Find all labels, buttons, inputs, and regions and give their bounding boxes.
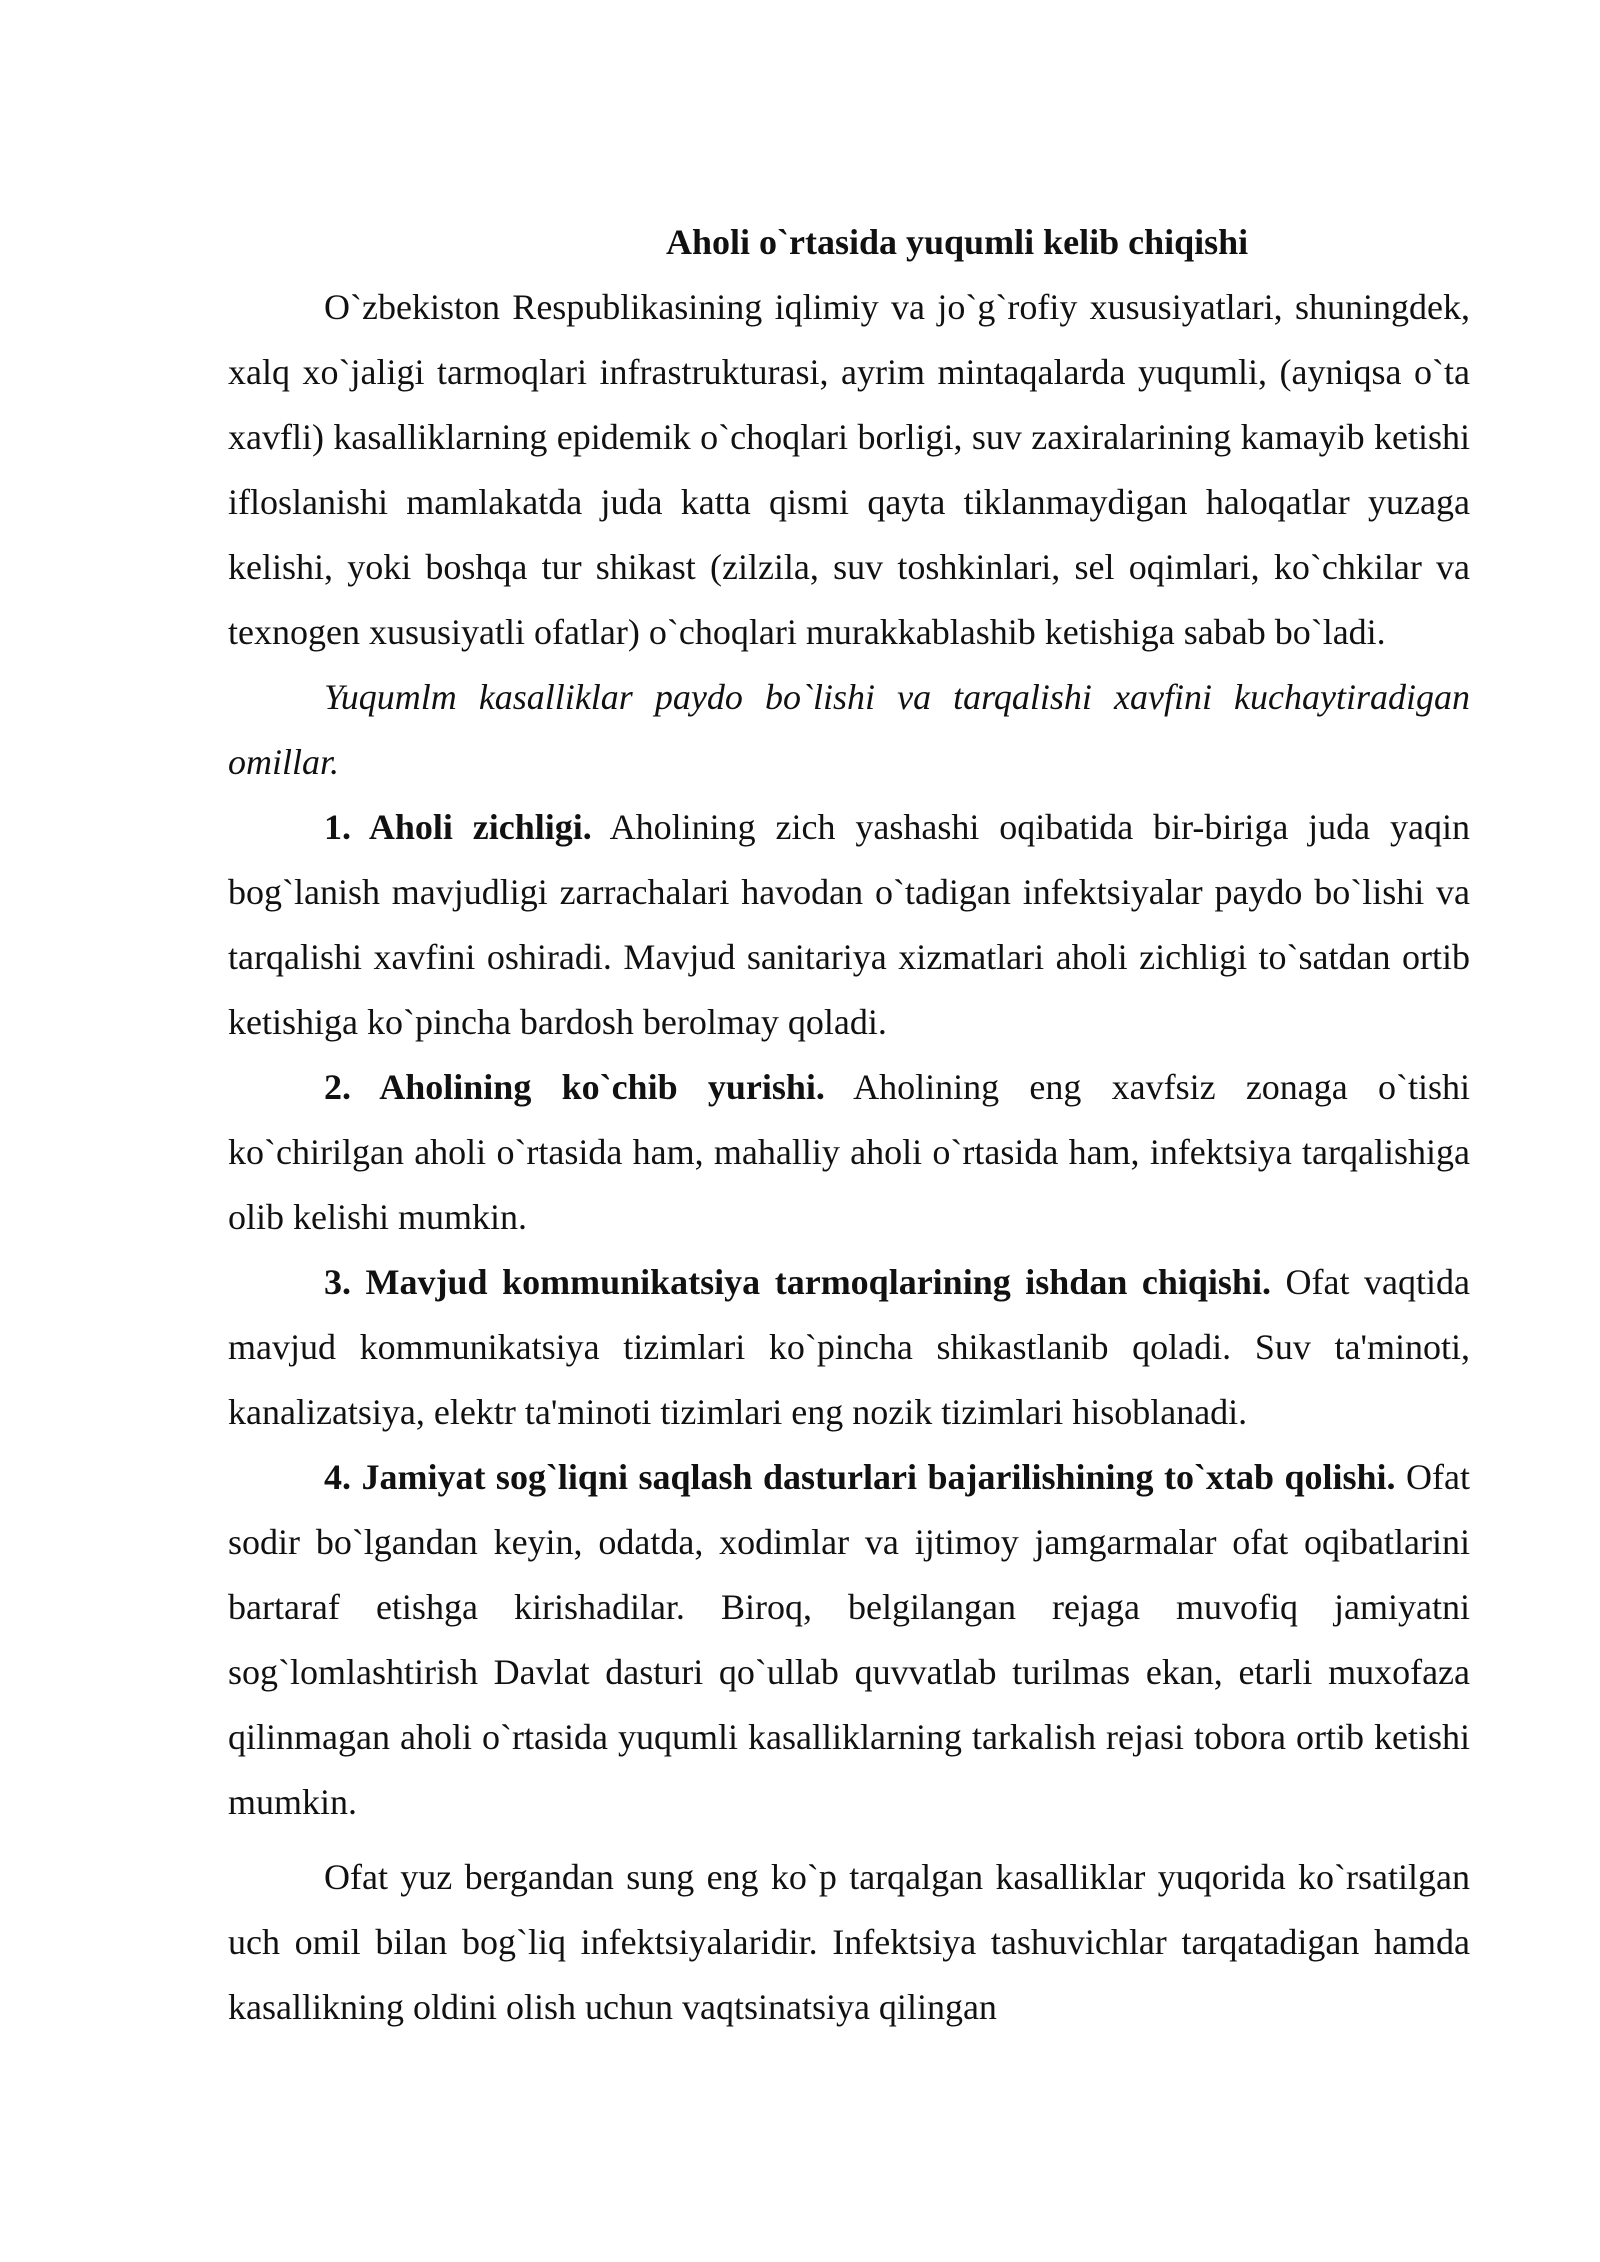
factor-paragraph-3 [228, 1250, 1470, 1445]
factor-paragraph-4 [228, 1445, 1470, 1835]
document-title: Aholi o`rtasida yuqumli kelib chiqishi [666, 222, 1249, 262]
factor-heading-3: 3. Mavjud kommunikatsiya tarmoqlarining ishdan chiqishi. [324, 1262, 1271, 1302]
factor-heading-2: 2. Aholining ko`chib yurishi. [324, 1067, 825, 1107]
factor-text-4: Ofat sodir bo`lgandan keyin, odatda, xodimlar va ijtimoy jamgarmalar ofat oqibatlarini bartaraf etishga kirishadilar. Biroq, belgilangan rejaga muvofiq jamiyatni sog`lomlashtirish Davlat dasturi qo`ullab quvvatlab turilmas ekan, etarli muxofaza qilinmagan aholi o`rtasida yuqumli kasalliklarning tarkalish rejasi tobora ortib ketishi mumkin. [228, 1457, 1470, 1822]
document-body [228, 210, 1470, 2040]
factor-text-3: Ofat vaqtida mavjud kommunikatsiya tizimlari ko`pincha shikastlanib qoladi. Suv ta'minoti, kanalizatsiya, elektr ta'minoti tizimlari eng nozik tizimlari hisoblanadi. [228, 1262, 1470, 1432]
closing-paragraph: Ofat yuz bergandan sung eng ko`p tarqalgan kasalliklar yuqorida ko`rsatilgan uch omil bilan bog`liq infektsiyalaridir. Infektsiya tashuvichlar tarqatadigan hamda kasallikning oldini olish uchun vaqtsinatsiya qilingan [228, 1857, 1470, 2027]
factors-heading: Yuqumlm kasalliklar paydo bo`lishi va tarqalishi xavfini kuchaytiradigan omillar. [228, 677, 1470, 782]
factor-text-2: Aholining eng xavfsiz zonaga o`tishi ko`chirilgan aholi o`rtasida ham, mahalliy aholi o`rtasida ham, infektsiya tarqalishiga olib kelishi mumkin. [228, 1067, 1470, 1237]
factor-heading-4: 4. Jamiyat sog`liqni saqlash dasturlari bajarilishining to`xtab qolishi. [324, 1457, 1396, 1497]
intro-paragraph: O`zbekiston Respublikasining iqlimiy va jo`g`rofiy xususiyatlari, shuningdek, xalq xo`jaligi tarmoqlari infrastrukturasi, ayrim mintaqalarda yuqumli, (ayniqsa o`ta xavfli) kasalliklarning epidemik o`choqlari borligi, suv zaxiralarining kamayib ketishi ifloslanishi mamlakatda juda katta qismi qayta tiklanmaydigan haloqatlar yuzaga kelishi, yoki boshqa tur shikast (zilzila, suv toshkinlari, sel oqimlari, ko`chkilar va texnogen xususiyatli ofatlar) o`choqlari murakkablashib ketishiga sabab bo`ladi. [228, 287, 1470, 652]
factor-paragraph-1 [228, 795, 1470, 1055]
factor-heading-1: 1. Aholi zichligi. [324, 807, 592, 847]
factor-paragraph-2 [228, 1055, 1470, 1250]
factor-text-1: Aholining zich yashashi oqibatida bir-biriga juda yaqin bog`lanish mavjudligi zarrachalari havodan o`tadigan infektsiyalar paydo bo`lishi va tarqalishi xavfini oshiradi. Mavjud sanitariya xizmatlari aholi zichligi to`satdan ortib ketishiga ko`pincha bardosh berolmay qoladi. [228, 807, 1471, 1042]
